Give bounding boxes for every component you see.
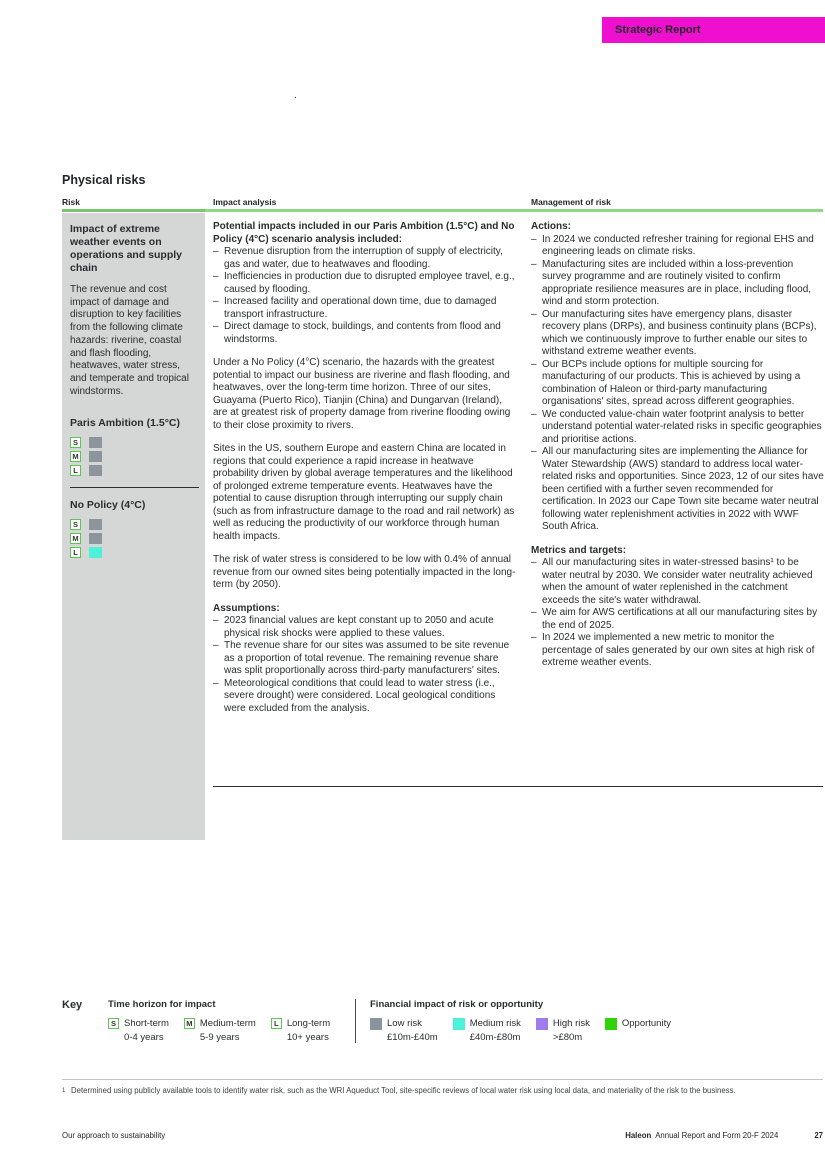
brand-name: Haleon (625, 1131, 652, 1140)
list-item: – We conducted value-chain water footprint analysis to better understand potential water-related risks in specific geographies and prioritise actions. (531, 409, 825, 447)
metrics-list (531, 557, 825, 670)
key-item-label: Low risk (387, 1018, 422, 1029)
list-item: – In 2024 we implemented a new metric to monitor the percentage of sales generated by our own sites at high risk of extreme weather events. (531, 632, 825, 670)
metrics-heading: Metrics and targets: (531, 544, 627, 556)
term-badge-short: S (108, 1018, 119, 1029)
term-badge-long: L (271, 1018, 282, 1029)
footnote (62, 1086, 823, 1097)
indicator-row (70, 547, 197, 558)
list-item: – Meteorological conditions that could lead to water stress (i.e., severe drought) were considered. Local geological conditions were excluded from the analysis. (213, 678, 517, 716)
section-banner (602, 17, 825, 43)
scenario-label-paris-ambition: Paris Ambition (1.5°C) (70, 417, 180, 430)
list-item: – Inefficiencies in production due to disrupted employee travel, e.g., caused by flooding. (213, 271, 517, 296)
impact-intro-list (213, 246, 517, 346)
risk-cell (62, 213, 205, 840)
key-item-label: High risk (552, 1018, 590, 1029)
actions-list (531, 234, 825, 534)
key-item-label: Medium-term (199, 1018, 256, 1029)
term-badge-short: S (70, 437, 81, 448)
list-item: – Direct damage to stock, buildings, and contents from flood and windstorms. (213, 321, 517, 346)
list-item: – We aim for AWS certifications at all our manufacturing sites by the end of 2025. (531, 607, 825, 632)
high-risk-swatch (536, 1018, 548, 1030)
risk-level-square-medium (89, 547, 102, 558)
list-item: – Increased facility and operational down time, due to damaged transport infrastructure. (213, 296, 517, 321)
key-item-medium-term (184, 1017, 256, 1045)
list-item: – Revenue disruption from the interruption of supply of electricity, gas and water, due to heatwaves and flooding. (213, 246, 517, 271)
footnote-text: Determined using publicly available tools to identify water risk, such as the WRI Aqueduct Tool, site-specific reviews of local water risk using local data, and materiality of the risk to the business. (71, 1086, 736, 1095)
column-header-risk: Risk (62, 197, 80, 207)
impact-analysis-column (213, 221, 517, 715)
page-title: Physical risks (62, 173, 146, 187)
term-badge-medium: M (70, 451, 81, 462)
key-item-range: 10+ years (286, 1032, 329, 1043)
risk-level-square-low (89, 519, 102, 530)
term-badge-long: L (70, 547, 81, 558)
table-row-bottom-rule (213, 786, 823, 787)
term-badge-medium: M (70, 533, 81, 544)
list-item: – In 2024 we conducted refresher training for regional EHS and engineering leads on climate risks. (531, 234, 825, 259)
risk-title: Impact of extreme weather events on operations and supply chain (70, 223, 183, 274)
key-item-low-risk (370, 1017, 438, 1045)
impact-paragraph: Under a No Policy (4°C) scenario, the hazards with the greatest potential to impact our business are riverine and flash flooding, and heatwaves, over the long-term time horizon. Three of our sites, Guayama (Puerto Rico), Tianjin (China) and Dungarvan (Ireland), are at greatest risk of property damage from riverine flooding owing to their close proximity to rivers. (213, 357, 511, 431)
stray-period-mark: . (294, 90, 297, 101)
list-item: – All our manufacturing sites are implementing the Alliance for Water Stewardship (AWS) standard to address local water-related risks and opportunities. Since 2023, 12 of our sites have been certified with a further seven recommended for certification. In 2023 our Cape Town site became water neutral following water replenishment activities in 2022 with WWF South Africa. (531, 446, 825, 534)
low-risk-swatch (370, 1018, 382, 1030)
key-time-horizon-heading: Time horizon for impact (108, 999, 216, 1010)
risk-level-square-low (89, 437, 102, 448)
term-badge-short: S (70, 519, 81, 530)
key-item-high-risk (536, 1017, 590, 1045)
assumptions-heading: Assumptions: (213, 602, 280, 614)
indicator-row (70, 465, 197, 476)
column-header-impact-analysis: Impact analysis (213, 197, 277, 207)
indicator-row (70, 519, 197, 530)
key-item-short-term (108, 1017, 169, 1045)
page-number: 27 (814, 1131, 823, 1140)
key-item-range: £40m-£80m (469, 1032, 521, 1043)
risk-level-square-low (89, 465, 102, 476)
risk-level-square-low (89, 533, 102, 544)
assumptions-list (213, 615, 517, 715)
key-item-label: Long-term (286, 1018, 331, 1029)
list-item: – All our manufacturing sites in water-stressed basins¹ to be water neutral by 2030. We consider water neutrality achieved when the amount of water replenished in the catchment exceeds the site's water withdrawal. (531, 557, 825, 607)
indicator-row (70, 437, 197, 448)
key-financial-heading: Financial impact of risk or opportunity (370, 999, 544, 1010)
key-item-label: Opportunity (621, 1018, 671, 1029)
table-header-rule (62, 209, 823, 212)
footnote-marker: 1 (62, 1088, 66, 1094)
key-item-long-term (271, 1017, 330, 1045)
list-item: – Our BCPs include options for multiple sourcing for manufacturing of our products. This is achieved by using a combination of Haleon or third-party manufacturing organisations' sites, spread across different geographies. (531, 359, 825, 409)
medium-risk-swatch (453, 1018, 465, 1030)
key-item-range: 5-9 years (199, 1032, 240, 1043)
column-header-management-of-risk: Management of risk (531, 197, 611, 207)
risk-description: The revenue and cost impact of damage and disruption to key facilities from the following climate hazards: riverine, coastal and flash flooding, heatwaves, water stress, and temperate and tropical windstorms. (70, 284, 189, 397)
term-badge-long: L (70, 465, 81, 476)
section-banner-label: Strategic Report (615, 24, 701, 36)
key-financial-impact (370, 999, 686, 1045)
key-vertical-divider (355, 999, 356, 1043)
impact-paragraph: The risk of water stress is considered to be low with 0.4% of annual revenue from our owned sites being potentially impacted in the long-term (by 2050). (213, 554, 516, 590)
key-item-label: Short-term (124, 1018, 169, 1029)
key-item-opportunity (605, 1017, 671, 1045)
opportunity-swatch (605, 1018, 617, 1030)
list-item: – Our manufacturing sites have emergency plans, disaster recovery plans (DRPs), and business continuity plans (BCPs), which we continuously improve to further enable our sites to withstand extreme weather events. (531, 309, 825, 359)
impact-paragraph: Sites in the US, southern Europe and eastern China are located in regions that could experience a rapid increase in heatwave probability driven by global average temperatures and the likelihood of prolonged extreme temperature events. Heatwaves have the potential to cause disruption through interrupting our supply chain (such as from infrastructure damage to the road and rail network) as well as reducing the productivity of our workforce through human health impacts. (213, 443, 515, 542)
key-item-range: £10m-£40m (387, 1032, 438, 1043)
indicator-row (70, 533, 197, 544)
page-footer (62, 1131, 823, 1140)
list-item: – 2023 financial values are kept constant up to 2050 and acute physical risk shocks were applied to these values. (213, 615, 517, 640)
list-item: – Manufacturing sites are included within a loss-prevention survey programme and are routinely visited to confirm appropriate resilience measures are in place, including flood, wind and storm protection. (531, 259, 825, 309)
key-title: Key (62, 999, 83, 1011)
term-badge-medium: M (184, 1018, 195, 1029)
management-of-risk-column (531, 221, 825, 670)
risk-level-square-low (89, 451, 102, 462)
key-item-range: >£80m (552, 1032, 583, 1043)
footer-section-label: Our approach to sustainability (62, 1131, 166, 1140)
footer-report-title: Annual Report and Form 20-F 2024 (655, 1131, 779, 1140)
key-time-horizon (108, 999, 345, 1045)
list-item: – The revenue share for our sites was assumed to be site revenue as a proportion of total revenue. The remaining revenue share was split proportionally across third-party manufacturers' sites. (213, 640, 517, 678)
actions-heading: Actions: (531, 221, 571, 232)
scenario-divider (70, 487, 199, 488)
indicator-row (70, 451, 197, 462)
key-item-label: Medium risk (469, 1018, 521, 1029)
scenario-label-no-policy: No Policy (4°C) (70, 499, 146, 512)
key-item-range: 0-4 years (124, 1032, 164, 1043)
impact-intro-heading: Potential impacts included in our Paris Ambition (1.5°C) and No Policy (4°C) scenario analysis included: (213, 221, 515, 245)
footnote-rule (62, 1079, 823, 1080)
key-item-medium-risk (453, 1017, 521, 1045)
